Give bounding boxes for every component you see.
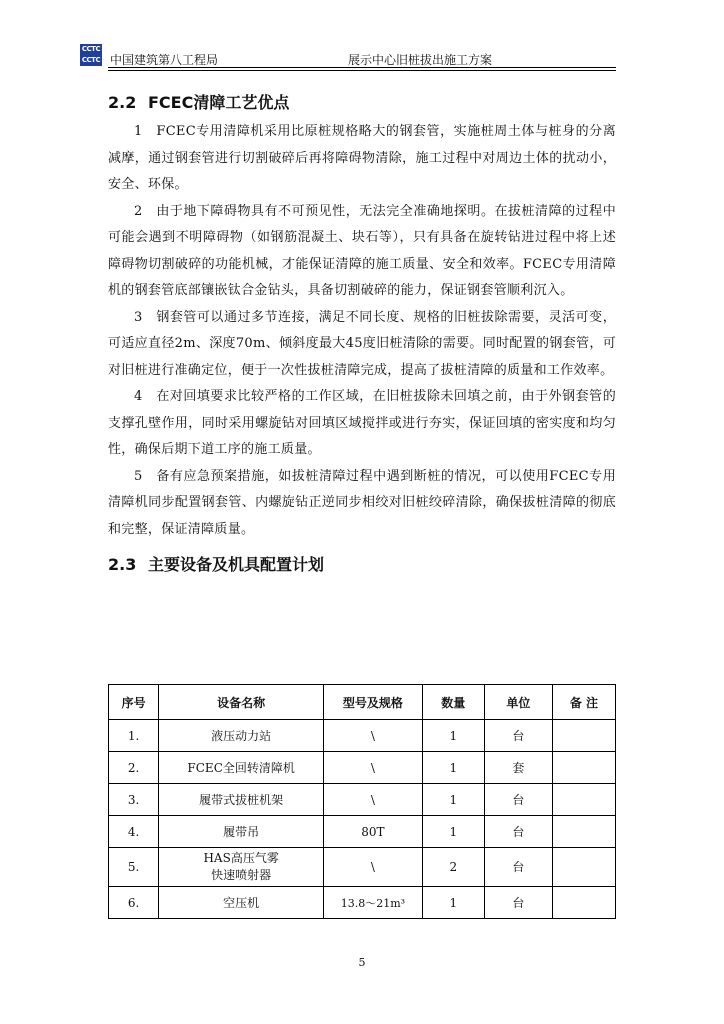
cell-model: \ (324, 784, 423, 816)
table-row (109, 752, 616, 784)
header-org: 中国建筑第八工程局 (110, 53, 219, 67)
cell-unit: 台 (484, 887, 552, 919)
header-rule-thin (108, 70, 616, 71)
cell-index: 5. (109, 848, 159, 887)
section-number: 2.2 (108, 93, 137, 112)
cell-index: 3. (109, 784, 159, 816)
section-2-2-heading (108, 87, 616, 119)
cell-note (552, 720, 615, 752)
col-header-name: 设备名称 (159, 685, 324, 720)
cell-index: 2. (109, 752, 159, 784)
cell-qty: 2 (422, 848, 484, 887)
cell-note (552, 816, 615, 848)
section-title: 主要设备及机具配置计划 (148, 555, 325, 574)
paragraph-4: 4 在对回填要求比较严格的工作区域，在旧桩拔除未回填之前，由于外钢套管的支撑孔壁作用，同时采用螺旋钻对回填区域搅拌或进行夯实，保证回填的密实度和均匀性，确保后期下道工序的施工质量。 (108, 389, 616, 457)
table-header-row (109, 685, 616, 720)
cell-index: 1. (109, 720, 159, 752)
paragraph-5: 5 备有应急预案措施，如拔桩清障过程中遇到断桩的情况，可以使用FCEC专用清障机同步配置钢套管、内螺旋钻正逆同步相绞对旧桩绞碎清除，确保拔桩清障的彻底和完整，保证清障质量。 (108, 468, 616, 537)
cell-name: HAS高压气雾 快速喷射器 (159, 848, 324, 887)
col-header-note: 备 注 (552, 685, 615, 720)
cell-model: 80T (324, 816, 423, 848)
cell-note (552, 784, 615, 816)
cell-name: 履带吊 (159, 816, 324, 848)
cell-unit: 台 (484, 784, 552, 816)
cell-name: 履带式拔桩机架 (159, 784, 324, 816)
page-body (108, 87, 616, 581)
cell-index: 6. (109, 887, 159, 919)
table-row (109, 720, 616, 752)
cell-unit: 台 (484, 816, 552, 848)
cell-model: \ (324, 848, 423, 887)
header-doc-title: 展示中心旧桩拔出施工方案 (348, 53, 493, 67)
page-number: 5 (358, 956, 366, 969)
cell-unit: 套 (484, 752, 552, 784)
equipment-table (108, 684, 616, 919)
cell-qty: 1 (422, 784, 484, 816)
cell-qty: 1 (422, 720, 484, 752)
paragraph-1: 1 FCEC专用清障机采用比原桩规格略大的钢套管，实施桩周土体与桩身的分离减摩，通过钢套管进行切割破碎后再将障碍物清除，施工过程中对周边土体的扰动小，安全、环保。 (108, 124, 616, 192)
col-header-unit: 单位 (484, 685, 552, 720)
paragraph-2: 2 由于地下障碍物具有不可预见性，无法完全准确地探明。在拔桩清障的过程中可能会遇到不明障碍物（如钢筋混凝土、块石等），只有具备在旋转钻进过程中将上述障碍物切割破碎的功能机械，才能保证清障的施工质量、安全和效率。FCEC专用清障机的钢套管底部镶嵌钛合金钻头，具备切割破碎的能力，保证钢套管顺利沉入。 (108, 203, 616, 298)
section-2-3-heading (108, 549, 616, 581)
cell-qty: 1 (422, 887, 484, 919)
cell-note (552, 752, 615, 784)
paragraph-3: 3 钢套管可以通过多节连接，满足不同长度、规格的旧桩拔除需要，灵活可变，可适应直径2m、深度70m、倾斜度最大45度旧桩清除的需要。同时配置的钢套管，可对旧桩进行准确定位，便于一次性拔桩清障完成，提高了拔桩清障的质量和工作效率。 (108, 309, 616, 378)
col-header-model: 型号及规格 (324, 685, 423, 720)
section-title: FCEC清障工艺优点 (148, 93, 290, 112)
col-header-qty: 数量 (422, 685, 484, 720)
cell-model: \ (324, 720, 423, 752)
col-header-index: 序号 (109, 685, 159, 720)
cell-model: \ (324, 752, 423, 784)
section-number: 2.3 (108, 555, 137, 574)
cell-name: 空压机 (159, 887, 324, 919)
cell-qty: 1 (422, 752, 484, 784)
cell-qty: 1 (422, 816, 484, 848)
table-row (109, 816, 616, 848)
cell-unit: 台 (484, 720, 552, 752)
cell-note (552, 848, 615, 887)
header-rule (108, 67, 616, 68)
cell-index: 4. (109, 816, 159, 848)
table-row (109, 784, 616, 816)
cell-model: 13.8～21m³ (324, 887, 423, 919)
company-logo: CCTC CCTC (81, 45, 101, 64)
table-row (109, 848, 616, 887)
cell-name: 液压动力站 (159, 720, 324, 752)
cell-unit: 台 (484, 848, 552, 887)
table-row (109, 887, 616, 919)
cell-name: FCEC全回转清障机 (159, 752, 324, 784)
cell-note (552, 887, 615, 919)
